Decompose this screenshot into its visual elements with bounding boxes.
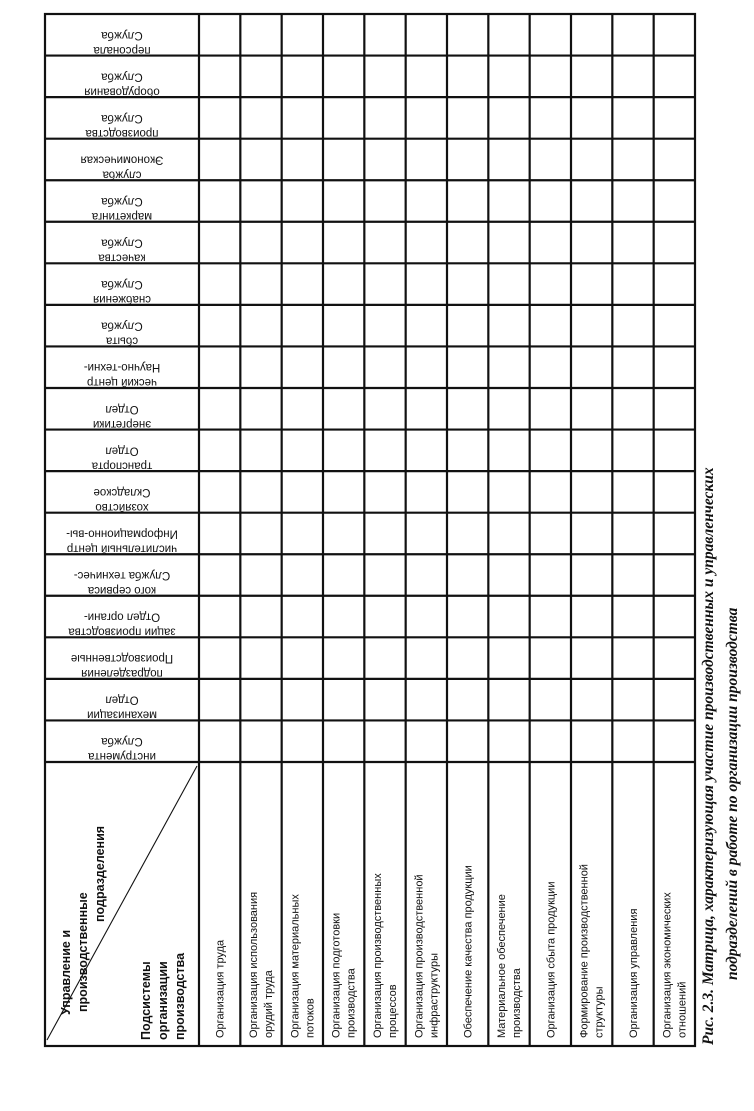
department-label-line2: сбыта (105, 334, 139, 347)
subsystem-label-line2: производства (511, 968, 523, 1038)
department-label-line1: Экономическая (80, 153, 164, 166)
department-label-line2: механизации (87, 708, 157, 721)
department-label-line1: Отдел (105, 444, 139, 457)
department-label-line1: Отдел (105, 693, 139, 706)
department-label-line1: Информационно-вы- (66, 527, 178, 540)
subsystem-label-line1: Формирование производственной (578, 864, 591, 1038)
department-label-line1: Отдел (105, 402, 139, 415)
subsystem-label-line2: процессов (387, 984, 399, 1038)
subsystem-label-line1: Организация материальных (289, 894, 302, 1038)
subsystem-label-line2: орудий труда (263, 970, 275, 1038)
subsystem-label-line1: Организация производственных (372, 873, 384, 1038)
department-label-line2: оборудования (84, 85, 160, 98)
department-label-line1: Отдел органи- (83, 610, 161, 623)
subsystem-label-line1: Организация подготовки (330, 912, 343, 1038)
subsystem-label-line2: отношений (676, 981, 689, 1038)
subsystem-label-line2: структуры (593, 986, 606, 1038)
department-label-line1: Складское (93, 485, 151, 498)
department-label-line1: Производственные (70, 652, 174, 665)
subsystem-label-line1: Организация производственной (413, 874, 426, 1038)
department-label-line1: Служба (101, 195, 143, 207)
corner-departments-line2: производственные (76, 892, 90, 1012)
department-label-line2: служба (102, 168, 142, 181)
caption-line1: Рис. 2.3. Матрица, характеризующая участие производственных и управленческих (700, 467, 717, 1045)
department-label-line2: инструмента (88, 750, 156, 763)
corner-departments-line1: Управление и (59, 929, 73, 1015)
subsystem-label-line2: производства (345, 968, 358, 1038)
department-label-line1: Служба (101, 319, 143, 332)
department-label-line2: снабжения (92, 293, 152, 306)
department-label-line2: транспорта (91, 459, 153, 472)
department-label-line2: числительный центр (66, 542, 178, 555)
department-label-line2: персонала (93, 43, 151, 56)
department-label-line1: Служба (101, 735, 143, 748)
department-label-line1: Служба (101, 70, 143, 83)
corner-subsystems-line3: производства (173, 952, 187, 1040)
corner-departments-line3: подразделения (93, 825, 107, 922)
department-label-line2: маркетинга (91, 210, 153, 222)
department-label-line2: зации производства (68, 625, 176, 638)
subsystem-label-line1: Материальное обеспечение (496, 894, 508, 1038)
department-label-line2: качества (98, 251, 146, 264)
subsystem-label-line1: Организация экономических (661, 892, 674, 1038)
subsystem-label-line1: Обеспечение качества продукции (462, 865, 475, 1038)
department-label-line1: Научно-техни- (83, 361, 161, 374)
corner-subsystems-line1: Подсистемы (139, 961, 153, 1040)
subsystem-label-line1: Организация сбыта продукции (545, 881, 558, 1038)
subsystem-label-line1: Организация управления (628, 908, 640, 1038)
department-label-line2: подразделения (81, 667, 163, 680)
subsystem-label-line2: инфраструктуры (428, 952, 441, 1038)
subsystem-label-line1: Организация труда (214, 939, 227, 1038)
department-label-line2: производства (85, 126, 159, 139)
department-label-line2: энергетики (92, 417, 152, 430)
subsystem-label-line2: потоков (304, 998, 317, 1038)
caption-line2: подразделений в работе по организации производства (724, 607, 741, 980)
department-label-line2: хозяйство (95, 500, 149, 513)
corner-subsystems-line2: организации (156, 961, 170, 1040)
department-label-line1: Служба (101, 28, 143, 41)
department-label-line1: Служба техничес- (73, 569, 171, 581)
department-label-line1: Служба (101, 236, 143, 249)
department-label-line2: ческий центр (86, 376, 158, 389)
department-label-line1: Служба (101, 111, 143, 124)
subsystem-label-line1: Организация использования (248, 891, 260, 1038)
department-label-line2: кого сервиса (87, 584, 157, 596)
department-label-line1: Служба (101, 278, 143, 291)
